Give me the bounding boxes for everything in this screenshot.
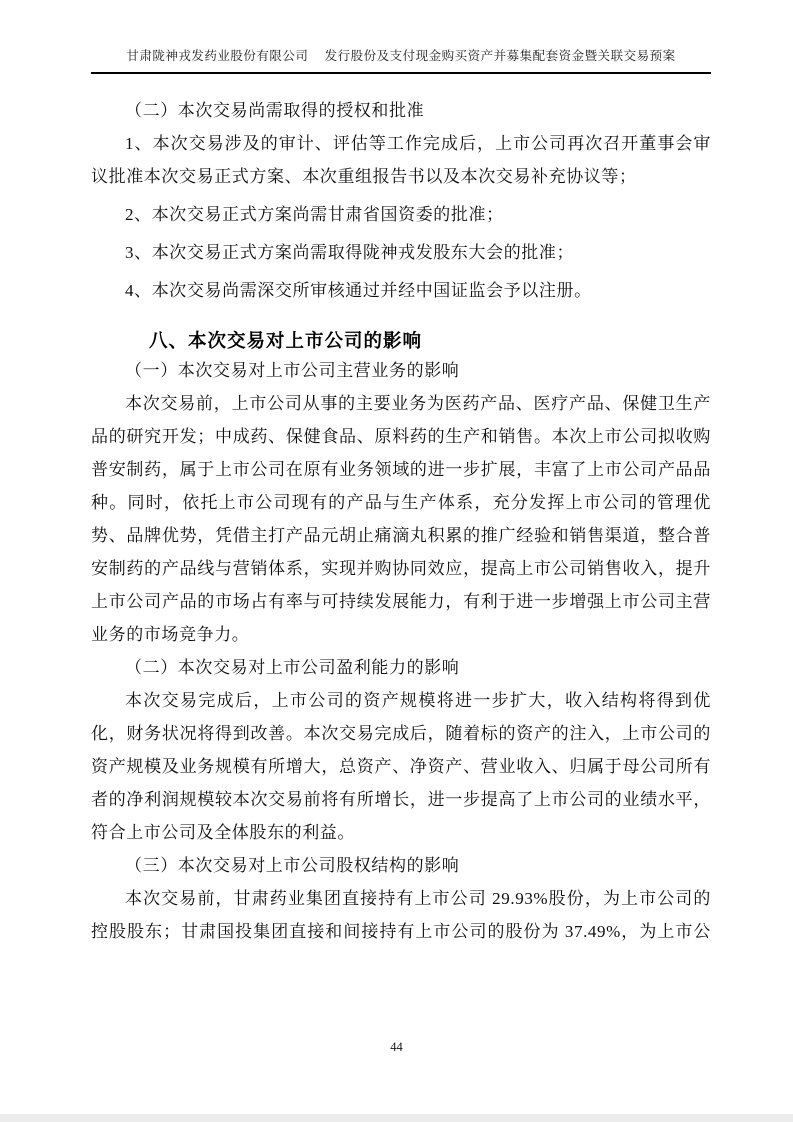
paragraph-profitability-impact: 本次交易完成后，上市公司的资产规模将进一步扩大，收入结构将得到优化，财务状况将得到改善。本次交易完成后，随着标的资产的注入，上市公司的资产规模及业务规模有所增大，总资产、净资产、营业收入、归属于母公司所有者的净利润规模较本次交易前将有所增长，进一步提高了上市公司的业绩水平，符合上市公司及全体股东的利益。 (91, 691, 711, 842)
approval-item-3: 3、本次交易正式方案尚需取得陇神戎发股东大会的批准； (125, 243, 575, 262)
page-footer (0, 1038, 793, 1056)
document-body (91, 94, 711, 948)
paragraph-equity-structure-impact: 本次交易前，甘肃药业集团直接持有上市公司 29.93%股份，为上市公司的控股股东；甘肃国投集团直接和间接持有上市公司的股份为 37.49%，为上市公 (91, 889, 711, 941)
section-heading-authorization: （二）本次交易尚需取得的授权和批准 (125, 101, 425, 120)
page-header (91, 46, 711, 74)
approval-item-1: 1、本次交易涉及的审计、评估等工作完成后，上市公司再次召开董事会审议批准本次交易正式方案、本次重组报告书以及本次交易补充协议等； (91, 134, 711, 186)
subsection-heading-main-business: （一）本次交易对上市公司主营业务的影响 (125, 361, 460, 380)
page-bottom-edge (0, 1114, 793, 1122)
header-doc-title: 发行股份及支付现金购买资产并募集配套资金暨关联交易预案 (324, 49, 676, 63)
chapter-heading-impact: 八、本次交易对上市公司的影响 (149, 330, 423, 351)
paragraph-main-business-impact: 本次交易前，上市公司从事的主要业务为医药产品、医疗产品、保健卫生产品的研究开发；中成药、保健食品、原料药的生产和销售。本次上市公司拟收购普安制药，属于上市公司在原有业务领域的进一步扩展，丰富了上市公司产品品种。同时，依托上市公司现有的产品与生产体系，充分发挥上市公司的管理优势、品牌优势，凭借主打产品元胡止痛滴丸积累的推广经验和销售渠道，整合普安制药的产品线与营销体系，实现并购协同效应，提高上市公司销售收入，提升上市公司产品的市场占有率与可持续发展能力，有利于进一步增强上市公司主营业务的市场竞争力。 (91, 394, 711, 644)
page-number: 44 (390, 1040, 403, 1054)
subsection-heading-equity-structure: （三）本次交易对上市公司股权结构的影响 (125, 856, 460, 875)
approval-item-2: 2、本次交易正式方案尚需甘肃省国资委的批准； (125, 205, 504, 224)
approval-item-4: 4、本次交易尚需深交所审核通过并经中国证监会予以注册。 (125, 281, 592, 300)
header-company-name: 甘肃陇神戎发药业股份有限公司 (126, 49, 309, 63)
subsection-heading-profitability: （二）本次交易对上市公司盈利能力的影响 (125, 658, 460, 677)
